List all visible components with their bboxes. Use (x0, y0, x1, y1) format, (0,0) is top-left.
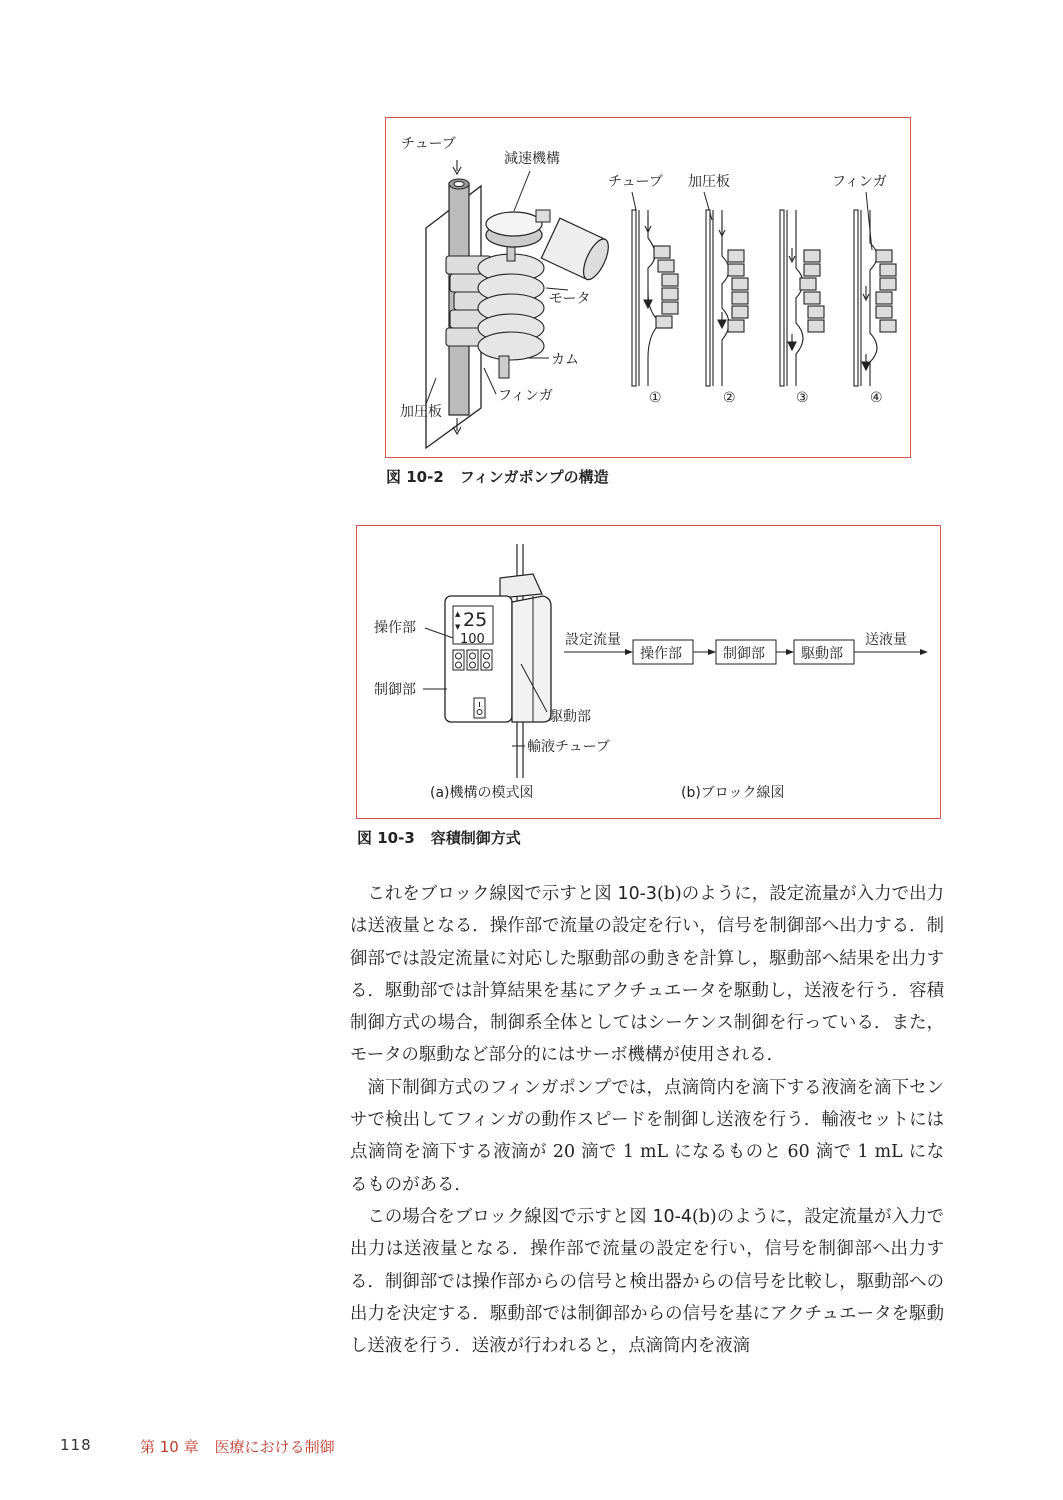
step-4-label: ④ (870, 390, 883, 406)
label-finger: フィンガ (498, 388, 553, 404)
motor-shape (541, 218, 613, 283)
label-pressure-plate: 加圧板 (400, 404, 442, 420)
finger-pump-diagram (386, 118, 910, 457)
step-2-label: ② (723, 390, 736, 406)
display-volume: 100 (460, 632, 485, 647)
paragraph-2: 滴下制御方式のフィンガポンプでは，点滴筒内を滴下する液滴を滴下センサで検出してフィンガの動作スピードを制御し送液を行う．輸液セットには点滴筒を滴下する液滴が 20 滴で 1 mL になるものと 60 滴で 1 mL になるものがある． (350, 1077, 944, 1195)
figure-ref-10-3: 図 10-3 (594, 884, 657, 904)
display-rate: 25 (463, 609, 488, 631)
block-input-label: 設定流量 (565, 632, 621, 648)
label-infusion-tube: 輸液チューブ (527, 739, 610, 755)
subcaption-a: (a)機構の模式図 (430, 785, 534, 801)
label-finger-right: フィンガ (832, 174, 887, 190)
block-operation-label: 操作部 (640, 646, 682, 662)
figure-ref-10-4: 図 10-4 (629, 1206, 692, 1227)
label-pressure-plate-right: 加圧板 (688, 174, 730, 190)
label-operation: 操作部 (374, 620, 416, 636)
sequence-step-3 (780, 210, 824, 386)
label-control: 制御部 (374, 682, 416, 698)
chapter-title: 医療における制御 (214, 1438, 335, 1456)
cam-stack (478, 254, 544, 360)
volume-control-diagram (357, 526, 940, 818)
peristaltic-sequence (632, 210, 896, 386)
svg-text:▲: ▲ (455, 610, 461, 618)
block-output-label: 送液量 (865, 632, 907, 648)
label-tube: チューブ (401, 136, 456, 152)
sequence-step-4 (854, 210, 896, 386)
pump-body (445, 574, 551, 722)
label-motor: モータ (549, 291, 591, 307)
page-number: 118 (60, 1436, 92, 1454)
body-text (350, 878, 944, 1362)
subcaption-b: (b)ブロック線図 (681, 785, 785, 801)
figure-10-2-caption (386, 466, 609, 487)
svg-text:▼: ▼ (455, 623, 461, 631)
caption-title: 容積制御方式 (430, 829, 521, 847)
figure-10-3-caption (357, 827, 521, 848)
chapter-heading (140, 1436, 335, 1457)
figure-10-2 (385, 117, 911, 458)
chapter-number: 第 10 章 (140, 1438, 199, 1456)
step-3-label: ③ (796, 390, 809, 406)
label-tube-right: チューブ (608, 174, 663, 190)
label-cam: カム (551, 352, 579, 368)
block-control-label: 制御部 (723, 646, 765, 662)
paragraph-1: これをブロック線図で示すと図 10-3(b)のように，設定流量が入力で出力は送液量となる．操作部で流量の設定を行い，信号を制御部へ出力する．制御部では設定流量に対応した駆動部の動きを計算し，駆動部へ結果を出力する．駆動部では計算結果を基にアクチュエータを駆動し，送液を行う．容積制御方式の場合，制御系全体としてはシーケンス制御を行っている．また，モータの駆動など部分的にはサーボ機構が使用される． (350, 884, 945, 1066)
sequence-step-2 (706, 210, 748, 386)
block-diagram (564, 631, 927, 664)
step-1-label: ① (649, 390, 662, 406)
figure-10-3 (356, 525, 941, 819)
caption-number: 図 10-2 (386, 468, 444, 486)
block-drive-label: 駆動部 (801, 646, 843, 662)
label-reduction-gear: 減速機構 (504, 151, 560, 167)
caption-title: フィンガポンプの構造 (459, 468, 609, 486)
label-drive: 駆動部 (549, 709, 591, 725)
caption-number: 図 10-3 (357, 829, 415, 847)
paragraph-3: この場合をブロック線図で示すと図 10-4(b)のように，設定流量が入力で出力は送液量となる．操作部で流量の設定を行い，信号を制御部へ出力する．制御部では操作部からの信号と検出器からの信号を比較し，駆動部への出力を決定する．駆動部では制御部からの信号を基にアクチュエータを駆動し送液を行う．送液が行われると，点滴筒内を液滴 (350, 1206, 944, 1357)
page-footer (60, 1436, 335, 1456)
sequence-step-1 (632, 210, 678, 386)
